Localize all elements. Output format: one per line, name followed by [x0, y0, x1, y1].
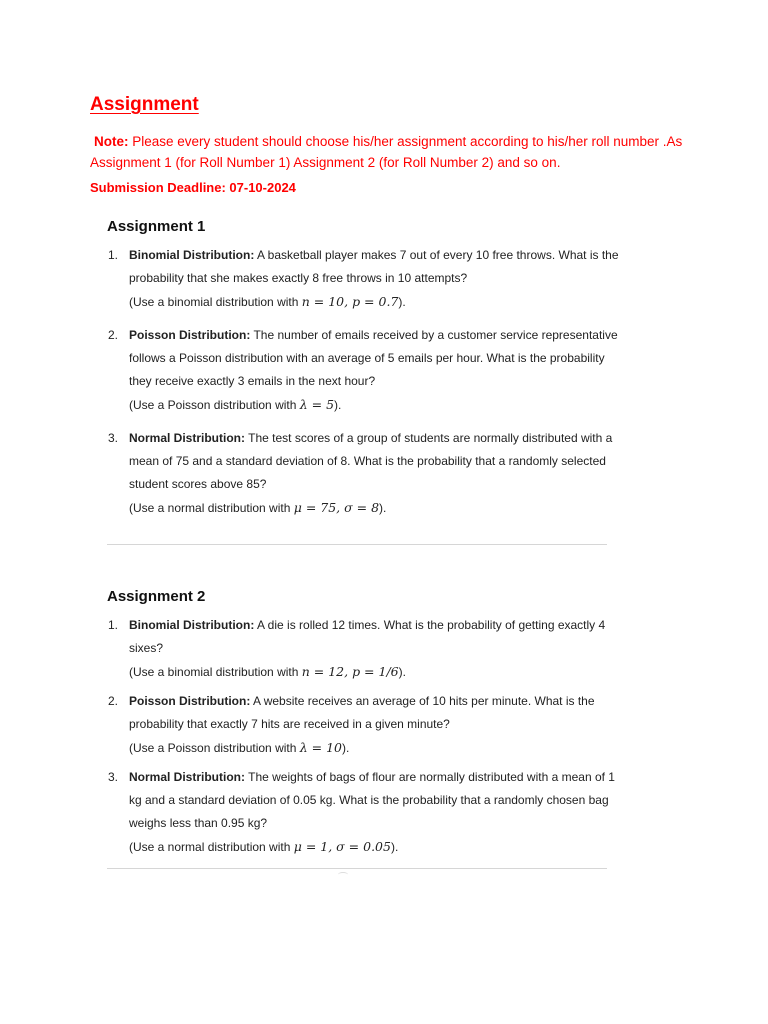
assignment-1-questions [107, 244, 627, 520]
hint-math: n = 12, p = 1/6 [301, 664, 399, 679]
question-text: The weights of bags of flour are normally distributed with a mean of 1 kg and a standard deviation of 0.05 kg. What is the probability that a randomly chosen bag weighs less than 0.95 kg? [129, 770, 615, 830]
question-item [107, 427, 627, 520]
hint-suffix: ). [398, 665, 406, 679]
page-title: Assignment [90, 94, 199, 115]
question-number: 1. [108, 618, 119, 632]
hint-math: λ = 10 [299, 740, 342, 755]
question-hint [129, 736, 627, 760]
hint-math: λ = 5 [299, 397, 335, 412]
note-paragraph [90, 131, 690, 173]
faint-mark [338, 872, 348, 877]
question-number: 1. [108, 248, 119, 262]
hint-prefix: (Use a Poisson distribution with [129, 741, 300, 755]
question-number: 2. [108, 694, 119, 708]
question-number: 2. [108, 328, 119, 342]
question-hint [129, 496, 627, 520]
hint-suffix: ). [379, 501, 387, 515]
question-hint [129, 660, 627, 684]
submission-deadline: Submission Deadline: 07-10-2024 [90, 180, 296, 195]
question-term: Normal Distribution: [129, 770, 245, 784]
question-term: Poisson Distribution: [129, 328, 251, 342]
note-label: Note: [94, 134, 129, 149]
assignment-1-section [107, 218, 627, 520]
question-item [107, 690, 627, 760]
hint-suffix: ). [398, 295, 406, 309]
question-text: A website receives an average of 10 hits per minute. What is the probability that exactly 7 hits are received in a given minute? [129, 694, 595, 731]
hint-prefix: (Use a normal distribution with [129, 840, 294, 854]
assignment-1-title: Assignment 1 [107, 218, 206, 235]
hint-suffix: ). [342, 741, 350, 755]
question-number: 3. [108, 431, 119, 445]
question-text: A basketball player makes 7 out of every 10 free throws. What is the probability that she makes exactly 8 free throws in 10 attempts? [129, 248, 619, 285]
question-text: A die is rolled 12 times. What is the probability of getting exactly 4 sixes? [129, 618, 606, 655]
question-text: The number of emails received by a customer service representative follows a Poisson distribution with an average of 5 emails per hour. What is the probability they receive exactly 3 emails in the next hour? [129, 328, 618, 388]
hint-prefix: (Use a normal distribution with [129, 501, 294, 515]
assignment-2-section [107, 588, 627, 859]
section-divider [107, 544, 607, 545]
question-item [107, 324, 627, 417]
question-text: The test scores of a group of students are normally distributed with a mean of 75 and a standard deviation of 8. What is the probability that a randomly selected student scores above 85? [129, 431, 613, 491]
question-term: Poisson Distribution: [129, 694, 251, 708]
hint-prefix: (Use a binomial distribution with [129, 665, 302, 679]
hint-suffix: ). [334, 398, 342, 412]
hint-math: μ = 75, σ = 8 [293, 500, 380, 515]
question-item [107, 766, 627, 859]
assignment-2-title: Assignment 2 [107, 588, 206, 605]
question-hint [129, 290, 627, 314]
hint-suffix: ). [390, 840, 399, 854]
question-term: Normal Distribution: [129, 431, 245, 445]
question-hint [129, 393, 627, 417]
hint-prefix: (Use a binomial distribution with [129, 295, 302, 309]
question-term: Binomial Distribution: [129, 248, 255, 262]
question-item [107, 244, 627, 314]
hint-math: n = 10, p = 0.7 [301, 294, 399, 309]
hint-math: μ = 1, σ = 0.05 [293, 839, 391, 854]
question-hint [129, 835, 627, 859]
section-divider [107, 868, 607, 869]
assignment-2-questions [107, 614, 627, 859]
question-number: 3. [108, 770, 119, 784]
hint-prefix: (Use a Poisson distribution with [129, 398, 300, 412]
question-term: Binomial Distribution: [129, 618, 255, 632]
note-text: Please every student should choose his/her assignment according to his/her roll number .As Assignment 1 (for Roll Number 1) Assignment 2 (for Roll Number 2) and so on. [90, 134, 683, 170]
question-item [107, 614, 627, 684]
